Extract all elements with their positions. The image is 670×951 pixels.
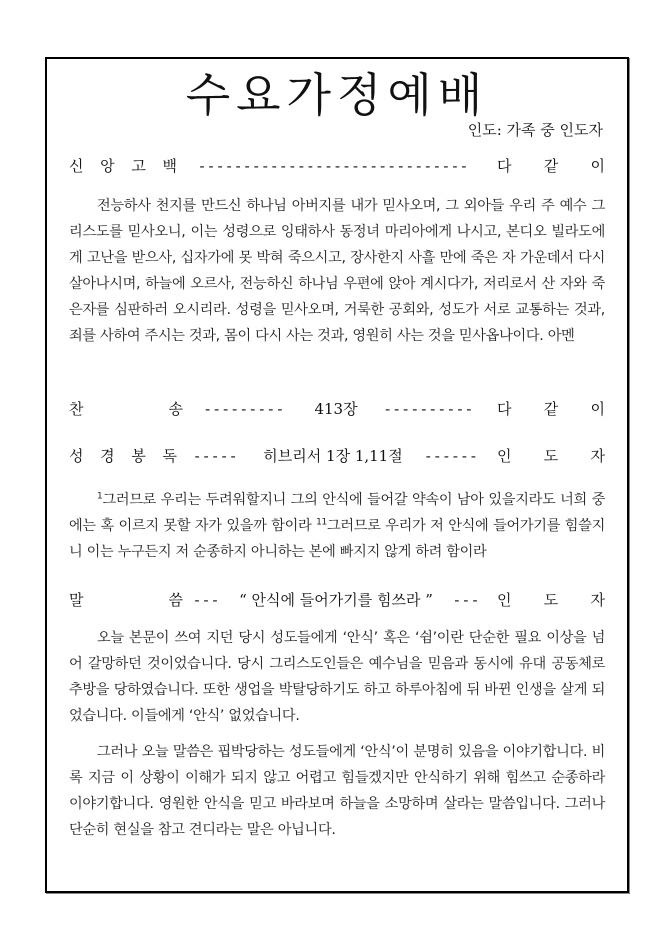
sermon-dashes-left: ---: [192, 590, 220, 609]
sermon-dashes-right: ---: [452, 590, 480, 609]
creed-dashes: ------------------------------: [197, 156, 469, 175]
creed-label: 신 앙 고 백: [69, 157, 177, 175]
scripture-label: 성 경 봉 독: [69, 447, 177, 465]
scripture-dashes-right: ------: [423, 446, 478, 465]
hymn-dashes-left: ---------: [203, 399, 285, 418]
verse-number-11: 11: [316, 517, 327, 528]
sermon-paragraph-2: 그러나 오늘 말씀은 핍박당하는 성도들에게 ‘안식’이 분명히 있음을 이야기합니다. 비록 지금 이 상황이 이해가 되지 않고 어렵고 힘들겠지만 안식하기 위해 힘쓰고 순종하라 이야기합니다. 영원한 안식을 믿고 바라보며 하늘을 소망하며 살라는 말씀입니다. 그러나 단순히 현실을 참고 견디라는 말은 아닙니다.: [69, 744, 605, 838]
hymn-label: 찬 송: [69, 400, 183, 418]
hymn-number: 413장: [314, 400, 358, 418]
creed-text: 전능하사 천지를 만드신 하나님 아버지를 내가 믿사오며, 그 외아들 우리 주 예수 그리스도를 믿사오니, 이는 성령으로 잉태하사 동정녀 마리아에게 나시고, 본디오 빌라도에게 고난을 받으사, 십자가에 못 박혀 죽으시고, 장사한지 사흘 만에 죽은 자 가운데서 다시 살아나시며, 하늘에 오르사, 전능하신 하나님 우편에 앉아 계시다가, 저리로서 산 자와 죽은자를 심판하러 오시리라. 성령을 믿사오며, 거룩한 공회와, 성도가 서로 교통하는 것과, 죄를 사하여 주시는 것과, 몸이 다시 사는 것과, 영원히 사는 것을 믿사옵나이다. 아멘: [69, 198, 605, 344]
sermon-who: 인 도 자: [497, 591, 605, 609]
page-title: 수요가정예배: [185, 68, 489, 122]
hymn-who: 다 같 이: [497, 400, 605, 418]
bulletin-frame: [45, 57, 629, 893]
creed-row: [69, 155, 605, 176]
scripture-dashes-left: -----: [192, 446, 238, 465]
sermon-row: [69, 589, 605, 610]
hymn-dashes-right: ----------: [383, 399, 474, 418]
scripture-row: [69, 445, 605, 466]
creed-who: 다 같 이: [497, 157, 605, 175]
sermon-label: 말 씀: [69, 591, 183, 609]
verse-11: 그러므로 우리가 저 안식에 들어가기를 힘쓸지니 이는 누구든지 저 순종하지 아니하는 본에 빠지지 않게 하려 함이라: [69, 518, 605, 560]
scripture-reference: 히브리서 1장 1,11절: [263, 447, 403, 465]
verse-1: 그러므로 우리는 두려워할지니 그의 안식에 들어갈 약속이 남아 있을지라도 너희 중에는 혹 이르지 못할 자가 있을까 함이라: [69, 492, 605, 534]
sermon-paragraph-1: 오늘 본문이 쓰여 지던 당시 성도들에게 ‘안식’ 혹은 ‘쉼’이란 단순한 필요 이상을 넘어 갈망하던 것이었습니다. 당시 그리스도인들은 예수님을 믿음과 동시에 유대 공동체로 추방을 당하였습니다. 또한 생업을 박탈당하기도 하고 하루아침에 뒤 바뀐 인생을 살게 되었습니다. 이들에게 ‘안식’ 없었습니다.: [69, 630, 605, 724]
hymn-row: [69, 398, 605, 419]
leader-line: 인도: 가족 중 인도자: [467, 121, 603, 139]
scripture-who: 인 도 자: [497, 447, 606, 465]
verse-number-1: 1: [97, 491, 103, 502]
scripture-text: [69, 487, 605, 565]
sermon-title: “ 안식에 들어가기를 힘쓰라 ”: [239, 591, 433, 609]
